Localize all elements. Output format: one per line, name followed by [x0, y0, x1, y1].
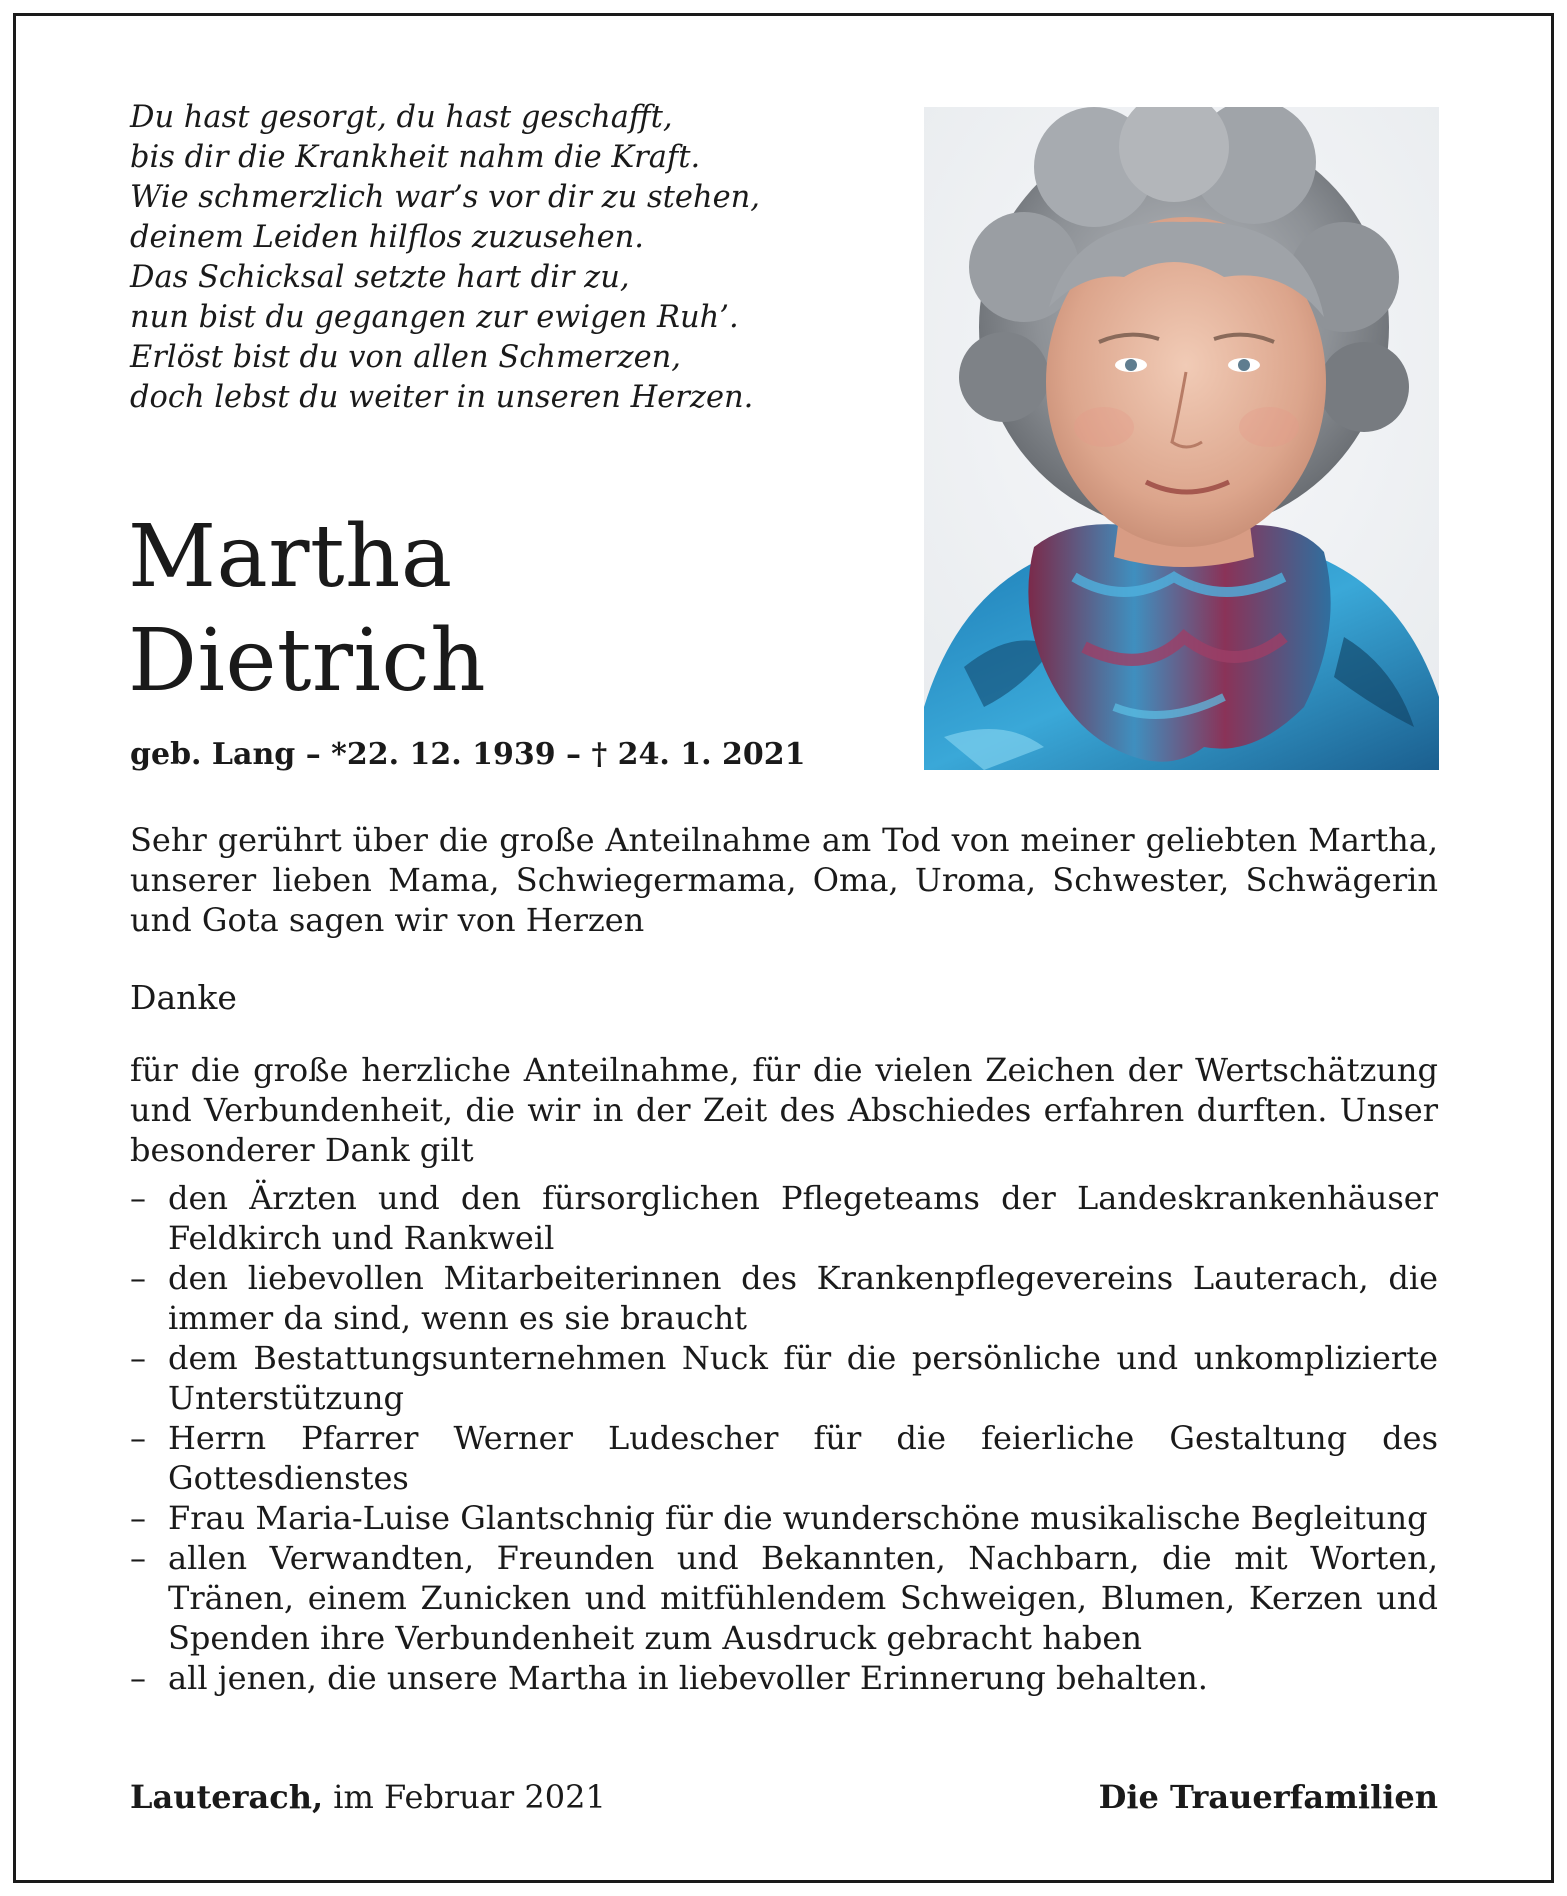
poem-line: Erlöst bist du von allen Schmerzen,: [130, 340, 681, 375]
list-item: [130, 1418, 1438, 1498]
list-item-text: Frau Maria-Luise Glantschnig für die wunderschöne musikalische Begleitung: [168, 1499, 1428, 1537]
list-item-text: dem Bestattungsunternehmen Nuck für die persönliche und unkomplizierte Unterstützung: [168, 1339, 1438, 1417]
list-item: [130, 1178, 1438, 1258]
poem: [130, 98, 830, 418]
date: im Februar 2021: [333, 1778, 606, 1816]
last-name: Dietrich: [128, 611, 487, 711]
poem-line: Du hast gesorgt, du hast geschafft,: [130, 100, 673, 135]
list-dash: –: [130, 1339, 146, 1377]
place-date: [130, 1777, 606, 1817]
poem-line: nun bist du gegangen zur ewigen Ruh’.: [130, 300, 739, 335]
list-item-text: Herrn Pfarrer Werner Ludescher für die feierliche Gestaltung des Gottesdienstes: [168, 1419, 1438, 1497]
list-item: [130, 1658, 1438, 1698]
list-item: [130, 1498, 1438, 1538]
deceased-name: [128, 505, 486, 713]
intro-paragraph: Sehr gerührt über die große Anteilnahme am Tod von meiner geliebten Martha, unserer lieben Mama, Schwiegermama, Oma, Uroma, Schwester, Schwägerin und Gota sagen wir von Herzen: [130, 821, 1438, 939]
list-item-text: den liebevollen Mitarbeiterinnen des Krankenpflegevereins Lauterach, die immer da sind, wenn es sie braucht: [168, 1259, 1438, 1337]
list-item-text: den Ärzten und den fürsorglichen Pflegeteams der Landeskrankenhäuser Feldkirch und Rankweil: [168, 1179, 1438, 1257]
signature: Die Trauerfamilien: [1098, 1778, 1438, 1816]
thanks-intro-paragraph: für die große herzliche Anteilnahme, für die vielen Zeichen der Wertschätzung und Verbundenheit, die wir in der Zeit des Abschiedes erfahren durften. Unser besonderer Dank gilt: [130, 1051, 1438, 1169]
list-item-text: all jenen, die unsere Martha in liebevoller Erinnerung behalten.: [168, 1659, 1208, 1697]
poem-line: Wie schmerzlich war’s vor dir zu stehen,: [130, 180, 760, 215]
poem-line: deinem Leiden hilflos zuzusehen.: [130, 220, 644, 255]
list-dash: –: [130, 1659, 146, 1697]
danke-heading: Danke: [130, 978, 237, 1017]
list-item-text: allen Verwandten, Freunden und Bekannten, Nachbarn, die mit Worten, Tränen, einem Zunicken und mitfühlendem Schweigen, Blumen, Kerzen und Spenden ihre Verbundenheit zum Ausdruck gebracht haben: [168, 1539, 1438, 1657]
list-dash: –: [130, 1419, 146, 1457]
thanks-list: [130, 1178, 1438, 1698]
birth-death-dates: geb. Lang – *22. 12. 1939 – † 24. 1. 2021: [130, 737, 806, 772]
list-dash: –: [130, 1259, 146, 1297]
list-dash: –: [130, 1179, 146, 1217]
poem-line: Das Schicksal setzte hart dir zu,: [130, 260, 630, 295]
place: Lauterach,: [130, 1778, 324, 1816]
first-name: Martha: [128, 507, 453, 607]
list-item: [130, 1538, 1438, 1658]
list-dash: –: [130, 1499, 146, 1537]
list-dash: –: [130, 1539, 146, 1577]
poem-line: doch lebst du weiter in unseren Herzen.: [130, 380, 754, 415]
poem-line: bis dir die Krankheit nahm die Kraft.: [130, 140, 701, 175]
portrait-photo: [924, 107, 1439, 770]
list-item: [130, 1338, 1438, 1418]
list-item: [130, 1258, 1438, 1338]
